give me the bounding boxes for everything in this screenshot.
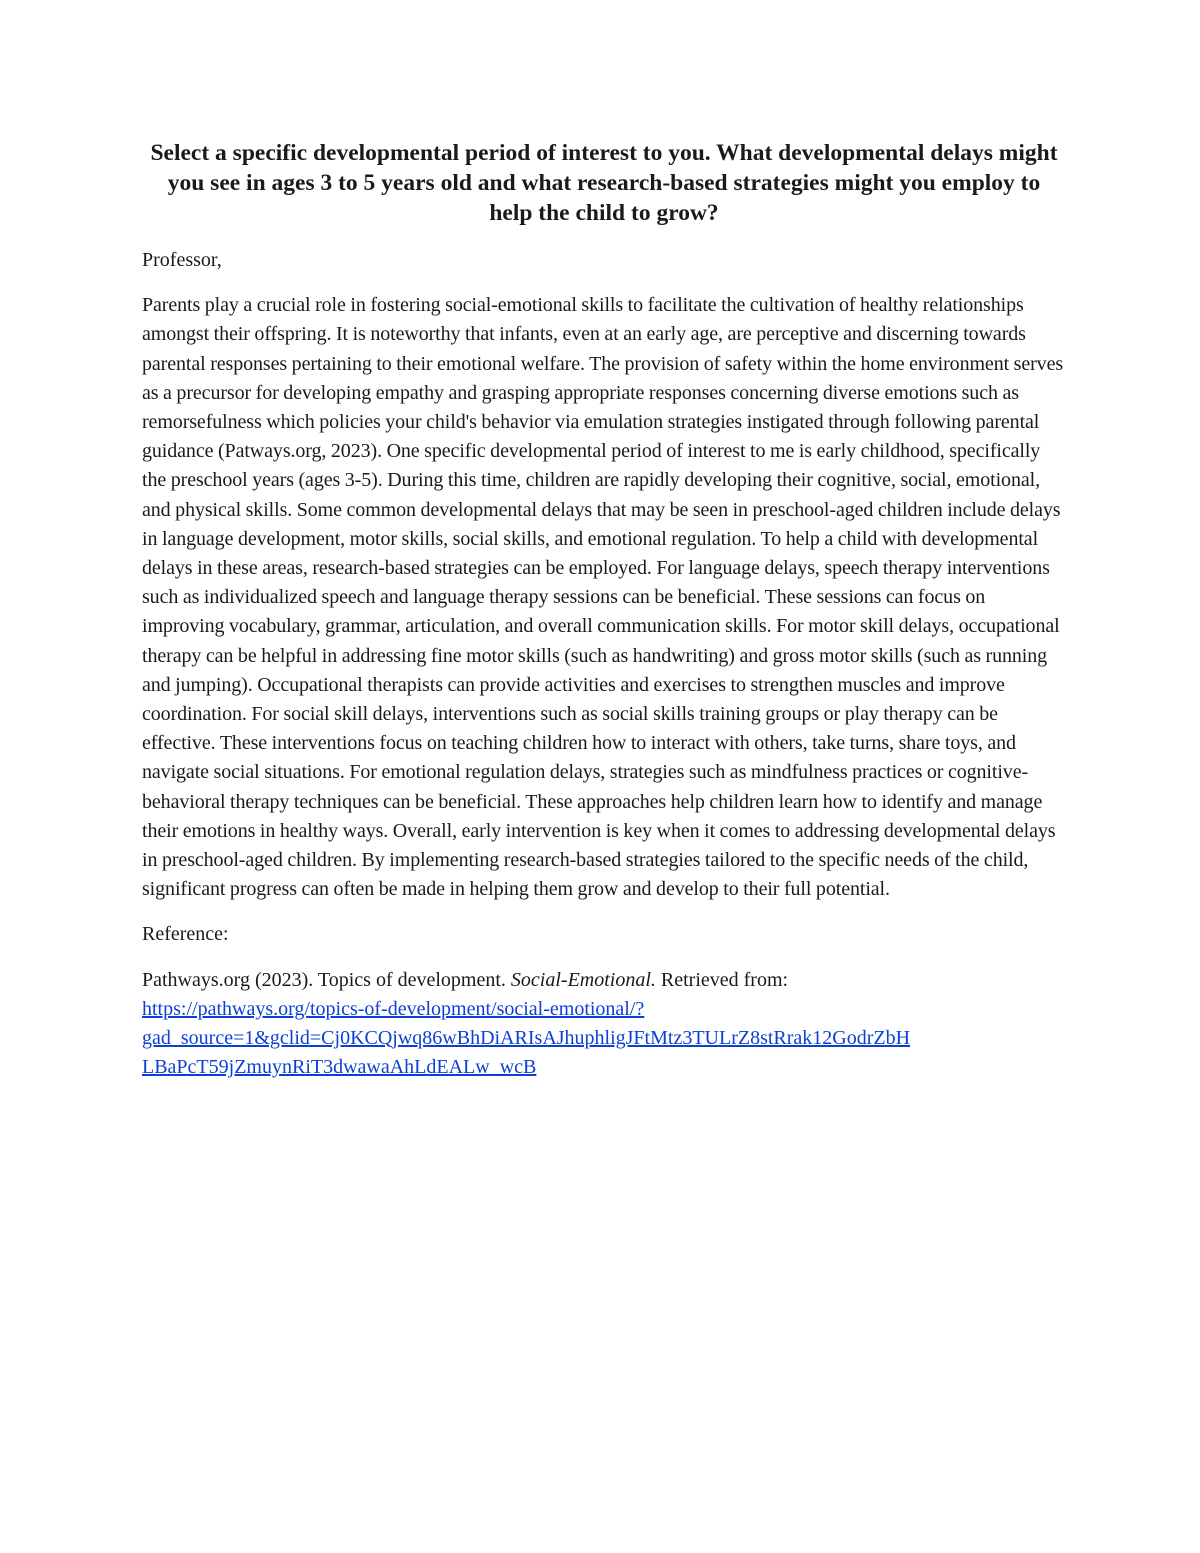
reference-entry (142, 966, 1066, 1083)
document-title: Select a specific developmental period of interest to you. What developmental delays might you see in ages 3 to 5 years old and what research-based strategies might you employ to help the child to grow? (150, 140, 1058, 226)
reference-heading: Reference: (142, 923, 229, 946)
greeting: Professor, (142, 249, 222, 271)
document-page (142, 138, 1066, 1082)
reference-author-year: Pathways.org (2023). Topics of development. (142, 968, 511, 991)
reference-url-line-3[interactable]: LBaPcT59jZmuynRiT3dwawaAhLdEALw_wcB (142, 1056, 537, 1079)
reference-retrieved-label: Retrieved from: (655, 968, 789, 991)
reference-url-line-1[interactable]: https://pathways.org/topics-of-development/social-emotional/? (142, 997, 645, 1020)
body-paragraph: Parents play a crucial role in fostering social-emotional skills to facilitate the cultivation of healthy relationships amongst their offspring. It is noteworthy that infants, even at an early age, are perceptive and discerning towards parental responses pertaining to their emotional welfare. The provision of safety within the home environment serves as a precursor for developing empathy and grasping appropriate responses concerning diverse emotions such as remorsefulness which policies your child's behavior via emulation strategies instigated through following parental guidance (Patways.org, 2023). One specific developmental period of interest to me is early childhood, specifically the preschool years (ages 3-5). During this time, children are rapidly developing their cognitive, social, emotional, and physical skills. Some common developmental delays that may be seen in preschool-aged children include delays in language development, motor skills, social skills, and emotional regulation. To help a child with developmental delays in these areas, research-based strategies can be employed. For language delays, speech therapy interventions such as individualized speech and language therapy sessions can be beneficial. These sessions can focus on improving vocabulary, grammar, articulation, and overall communication skills. For motor skill delays, occupational therapy can be helpful in addressing fine motor skills (such as handwriting) and gross motor skills (such as running and jumping). Occupational therapists can provide activities and exercises to strengthen muscles and improve coordination. For social skill delays, interventions such as social skills training groups or play therapy can be effective. These interventions focus on teaching children how to interact with others, take turns, share toys, and navigate social situations. For emotional regulation delays, strategies such as mindfulness practices or cognitive-behavioral therapy techniques can be beneficial. These approaches help children learn how to identify and manage their emotions in healthy ways. Overall, early intervention is key when it comes to addressing developmental delays in preschool-aged children. By implementing research-based strategies tailored to the specific needs of the child, significant progress can often be made in helping them grow and develop to their full potential. (142, 294, 1064, 901)
reference-source-title: Social-Emotional. (510, 968, 656, 991)
reference-url-line-2[interactable]: gad_source=1&gclid=Cj0KCQjwq86wBhDiARIsAJhuphligJFtMtz3TULrZ8stRrak12GodrZbH (142, 1027, 911, 1050)
